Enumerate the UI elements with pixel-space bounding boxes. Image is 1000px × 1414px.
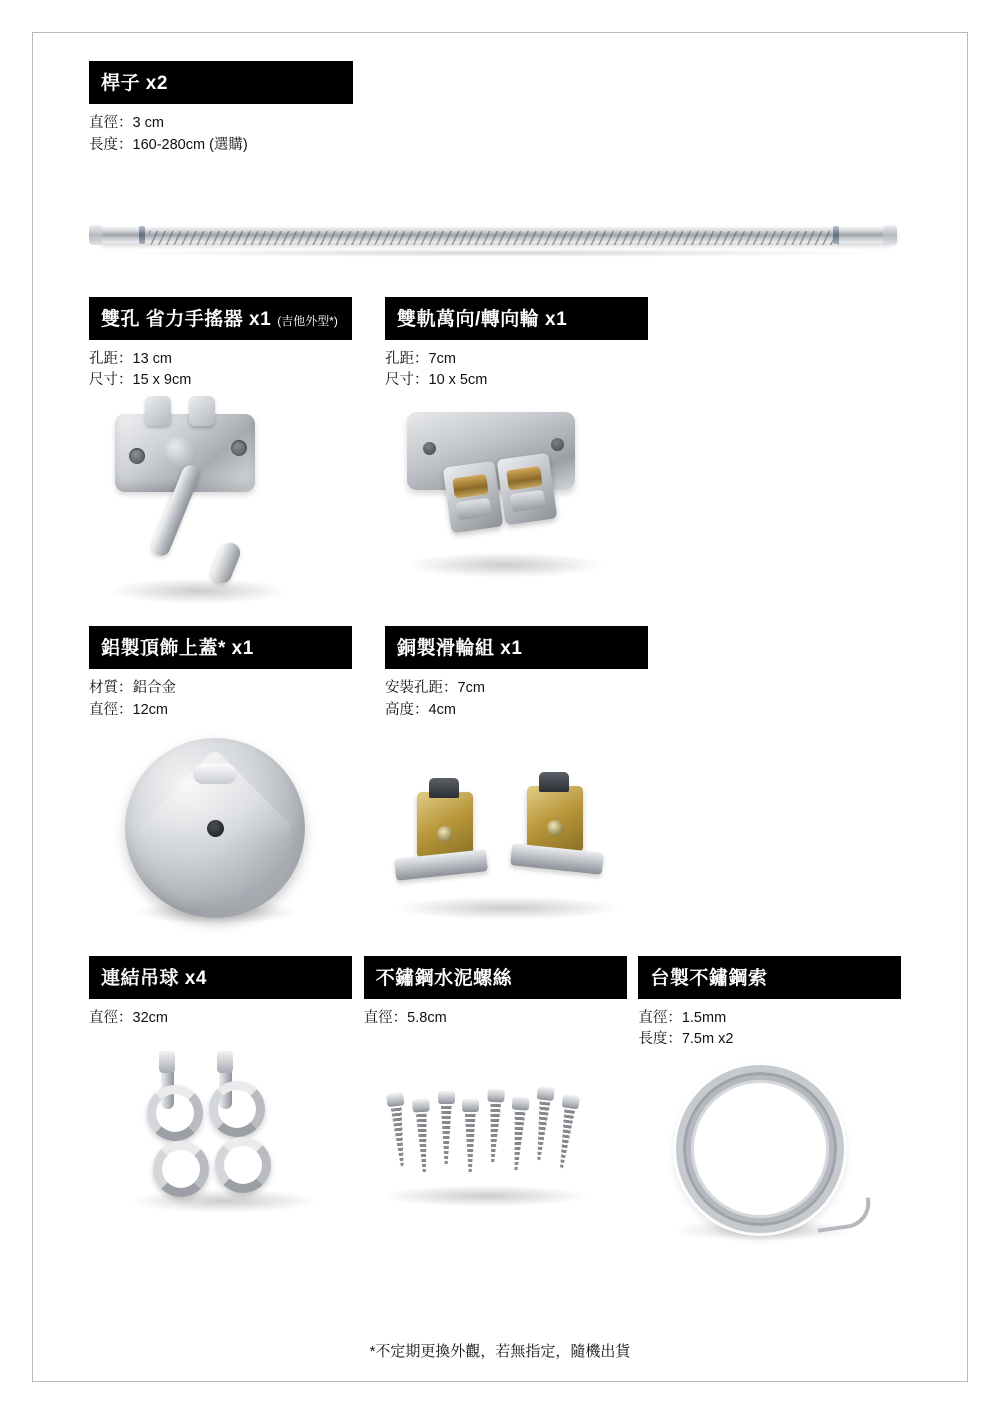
spec-line: 直徑：1.5mm bbox=[638, 1009, 727, 1026]
spec-list-top-cap bbox=[89, 678, 385, 722]
section-header-top-cap bbox=[89, 626, 352, 669]
section-title: 連結吊球 x4 bbox=[101, 967, 207, 989]
section-cap-and-pulley bbox=[89, 626, 913, 952]
spec-line: 孔距：13 cm bbox=[89, 350, 172, 367]
section-header-steel-wire bbox=[638, 956, 901, 999]
document-page bbox=[32, 32, 968, 1382]
spec-list-dual-track-wheel bbox=[385, 349, 681, 393]
spec-line: 高度：4cm bbox=[385, 701, 456, 718]
section-steel-wire bbox=[638, 956, 913, 1252]
brass-pulley-pair-illustration bbox=[385, 722, 681, 952]
spec-list-brass-pulley bbox=[385, 678, 681, 722]
section-dual-track-wheel bbox=[385, 297, 681, 623]
steel-wire-coil-illustration bbox=[638, 1051, 913, 1251]
section-hardware bbox=[89, 956, 913, 1252]
section-title: 雙孔 省力手搖器 x1 bbox=[101, 308, 272, 330]
spec-line: 直徑：32cm bbox=[89, 1009, 168, 1026]
link-clamp-illustration bbox=[89, 1029, 364, 1229]
spec-line: 材質：鋁合金 bbox=[89, 680, 176, 696]
dual-track-pulley-illustration bbox=[385, 392, 681, 622]
telescopic-pole-illustration bbox=[89, 183, 913, 293]
section-pole bbox=[89, 61, 913, 293]
spec-line: 直徑：5.8cm bbox=[363, 1009, 447, 1026]
spec-line: 直徑：12cm bbox=[89, 701, 168, 718]
footnote: *不定期更換外觀，若無指定，隨機出貨 bbox=[369, 1343, 631, 1360]
section-header-link-ball bbox=[89, 956, 352, 999]
section-title: 不鏽鋼水泥螺絲 bbox=[375, 967, 513, 989]
spec-line: 孔距：7cm bbox=[385, 350, 456, 367]
spec-list-pole bbox=[89, 113, 913, 157]
content-area bbox=[89, 61, 913, 1255]
section-header-pole bbox=[89, 61, 353, 104]
concrete-screws-illustration bbox=[364, 1029, 639, 1229]
section-top-cap bbox=[89, 626, 385, 952]
section-title: 桿子 x2 bbox=[101, 73, 168, 94]
section-link-ball bbox=[89, 956, 364, 1252]
section-title: 銅製滑輪組 x1 bbox=[397, 638, 523, 659]
spec-line: 安裝孔距：7cm bbox=[385, 680, 485, 696]
section-subtitle: (吉他外型*) bbox=[277, 313, 338, 328]
spec-list-link-ball bbox=[89, 1008, 364, 1030]
hand-crank-winder-illustration bbox=[89, 392, 385, 622]
section-title: 雙軌萬向/轉向輪 x1 bbox=[397, 308, 568, 330]
section-concrete-screw bbox=[364, 956, 639, 1252]
section-header-concrete-screw bbox=[364, 956, 627, 999]
spec-list-concrete-screw bbox=[364, 1008, 639, 1030]
spec-list-winder bbox=[89, 349, 385, 393]
aluminium-top-cap-illustration bbox=[89, 722, 385, 952]
spec-line: 尺寸：10 x 5cm bbox=[385, 372, 488, 389]
spec-line: 長度：160-280cm (選購) bbox=[89, 136, 248, 153]
section-header-winder bbox=[89, 297, 352, 340]
spec-line: 尺寸：15 x 9cm bbox=[89, 372, 192, 389]
section-header-dual-track-wheel bbox=[385, 297, 648, 340]
section-title: 鋁製頂飾上蓋* x1 bbox=[101, 638, 254, 659]
spec-line: 直徑：3 cm bbox=[89, 115, 164, 131]
spec-list-steel-wire bbox=[638, 1008, 913, 1052]
section-winder bbox=[89, 297, 385, 623]
section-header-brass-pulley bbox=[385, 626, 648, 669]
spec-line: 長度：7.5m x2 bbox=[638, 1031, 734, 1048]
section-title: 台製不鏽鋼索 bbox=[650, 967, 768, 989]
section-winder-and-wheel bbox=[89, 297, 913, 623]
section-brass-pulley bbox=[385, 626, 681, 952]
